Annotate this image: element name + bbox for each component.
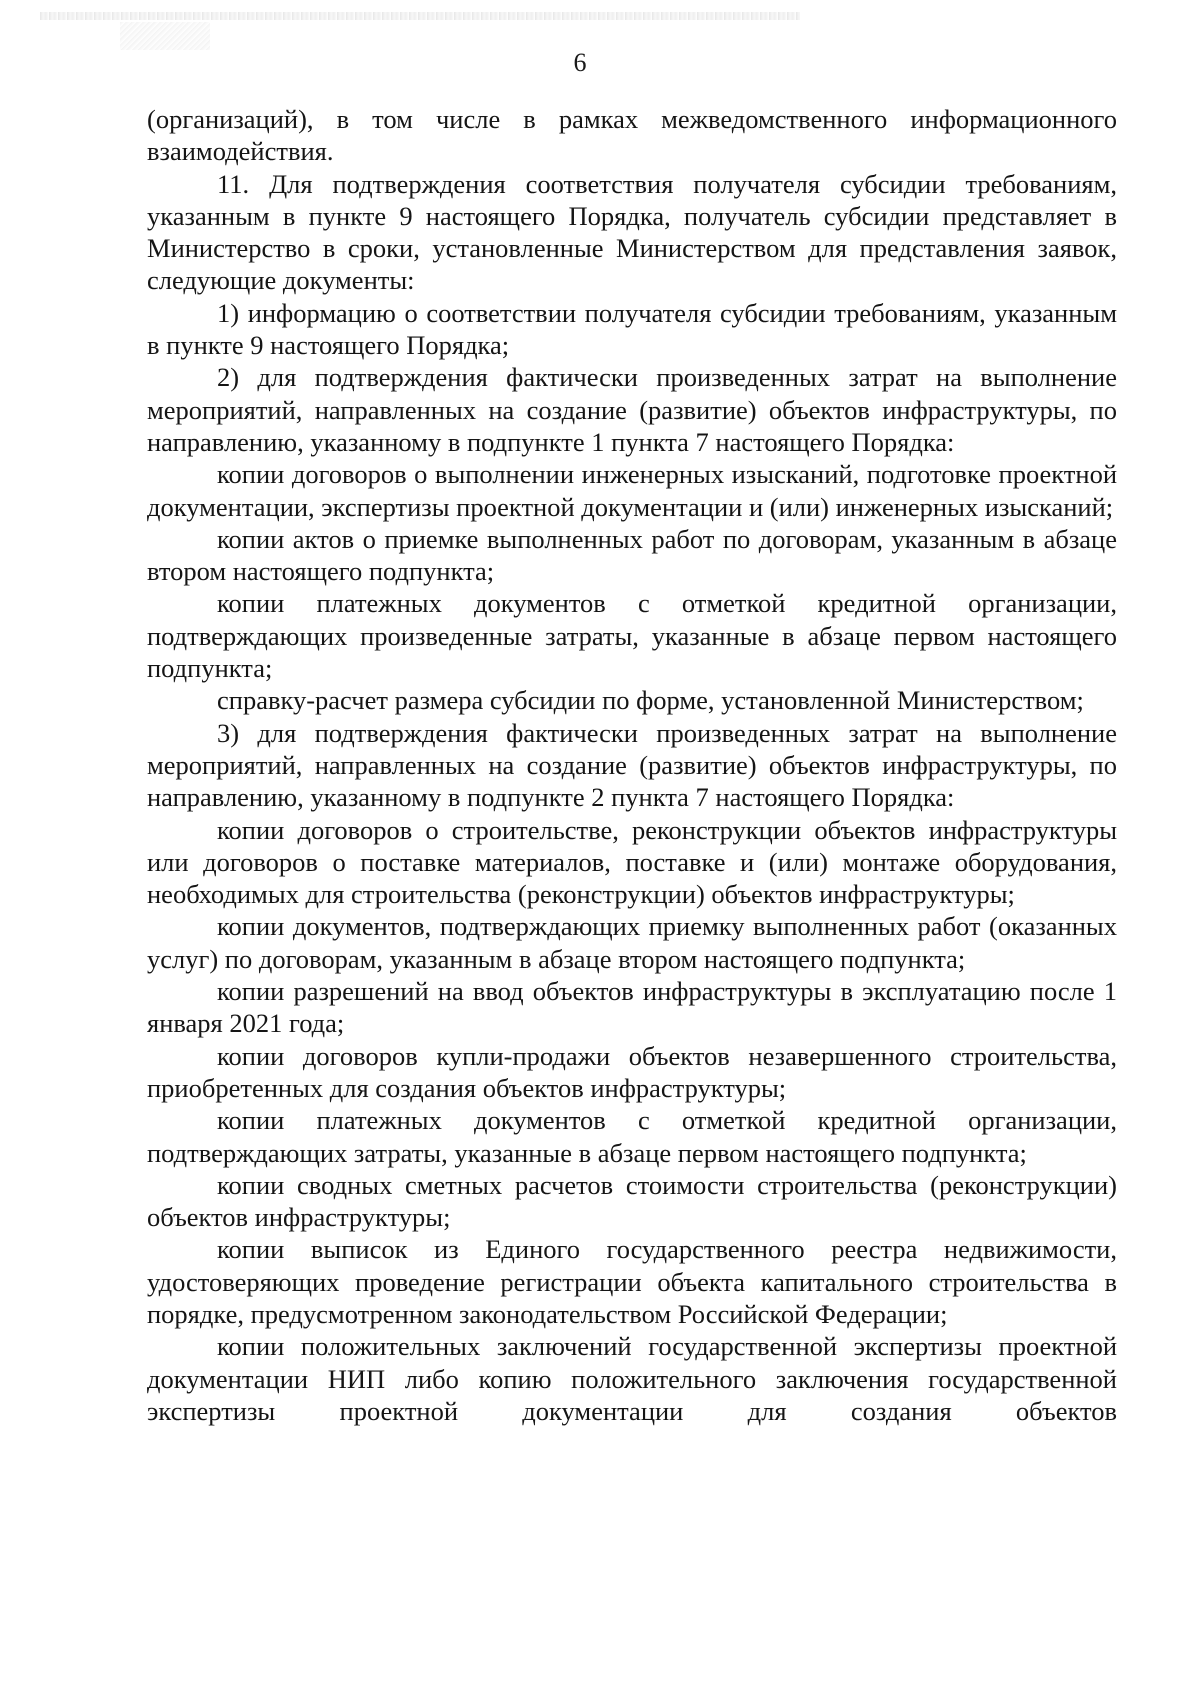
paragraph: справку-расчет размера субсидии по форме, установленной Министерством; <box>217 685 1084 716</box>
paragraph: копии актов о приемке выполненных работ по договорам, указанным в абзаце втором настоящего подпункта; <box>147 523 1117 587</box>
paragraph: копии выписок из Единого государственного реестра недвижимости, удостоверяющих проведение регистрации объекта капитального строительства в порядке, предусмотренном законодательством Российской Федерации; <box>147 1234 1117 1329</box>
paragraph: 3) для подтверждения фактически произведенных затрат на выполнение мероприятий, направленных на создание (развитие) объектов инфраструктуры, по направлению, указанному в подпункте 2 пункта 7 настоящего Порядка: <box>147 717 1117 813</box>
paragraph: 2) для подтверждения фактически произведенных затрат на выполнение мероприятий, направленных на создание (развитие) объектов инфраструктуры, по направлению, указанному в подпункте 1 пункта 7 настоящего Порядка: <box>147 362 1117 457</box>
paragraph: копии платежных документов с отметкой кредитной организации, подтверждающих затраты, указанные в абзаце первом настоящего подпункта; <box>147 1105 1117 1168</box>
document-body <box>147 103 1117 1427</box>
paragraph: 11. Для подтверждения соответствия получателя субсидии требованиям, указанным в пункте 9 настоящего Порядка, получатель субсидии представляет в Министерство в сроки, установленные Министерством для представления заявок, следующие документы: <box>147 168 1117 296</box>
paragraph: (организаций), в том числе в рамках межведомственного информационного взаимодействия. <box>147 104 1117 167</box>
paragraph: копии документов, подтверждающих приемку выполненных работ (оказанных услуг) по договорам, указанным в абзаце втором настоящего подпункта; <box>147 911 1117 974</box>
paragraph: копии договоров о строительстве, реконструкции объектов инфраструктуры или договоров о поставке материалов, поставке и (или) монтаже оборудования, необходимых для строительства (реконструкции) объектов инфраструктуры; <box>147 814 1117 910</box>
scan-artifact <box>120 22 210 50</box>
scan-artifact <box>40 12 800 20</box>
paragraph: копии платежных документов с отметкой кредитной организации, подтверждающих произведенные затраты, указанные в абзаце первом настоящего подпункта; <box>147 588 1117 684</box>
paragraph: копии договоров о выполнении инженерных изысканий, подготовке проектной документации, экспертизы проектной документации и (или) инженерных изысканий; <box>147 459 1117 522</box>
page-number: 6 <box>573 48 587 77</box>
paragraph: 1) информацию о соответствии получателя субсидии требованиям, указанным в пункте 9 настоящего Порядка; <box>147 297 1117 361</box>
paragraph: копии разрешений на ввод объектов инфраструктуры в эксплуатацию после 1 января 2021 года; <box>147 976 1117 1039</box>
paragraph: копии положительных заключений государственной экспертизы проектной документации НИП либо копию положительного заключения государственной экспертизы проектной документации для создания объектов <box>147 1331 1117 1426</box>
paragraph: копии договоров купли-продажи объектов незавершенного строительства, приобретенных для создания объектов инфраструктуры; <box>147 1040 1117 1103</box>
paragraph: копии сводных сметных расчетов стоимости строительства (реконструкции) объектов инфраструктуры; <box>147 1169 1117 1233</box>
